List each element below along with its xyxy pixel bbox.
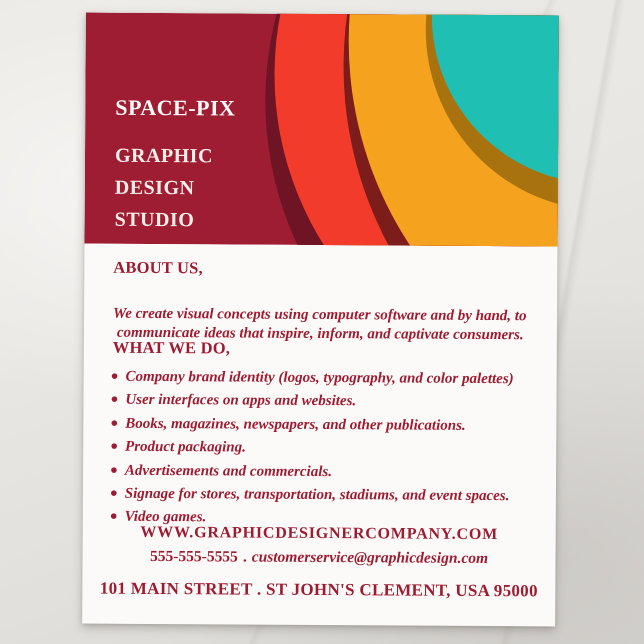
about-line-2: communicate ideas that inspire, inform, and captivate consumers.	[116, 324, 524, 343]
bullet-icon: ●	[109, 484, 118, 500]
subtitle-line-studio: STUDIO	[114, 208, 195, 232]
service-text: User interfaces on apps and websites.	[125, 392, 357, 410]
service-text: Signage for stores, transportation, stadiums, and event spaces.	[124, 485, 510, 505]
footer-address: 101 MAIN STREET . ST JOHN'S CLEMENT, USA 95000	[99, 578, 538, 601]
footer-website: WWW.GRAPHICDESIGNERCOMPANY.COM	[140, 523, 499, 544]
list-item	[110, 482, 550, 508]
service-text: Product packaging.	[125, 439, 246, 456]
bullet-icon: ●	[110, 437, 119, 453]
brand-title: SPACE-PIX	[115, 94, 236, 121]
flyer-header	[84, 13, 558, 247]
footer-separator: .	[242, 548, 247, 566]
subtitle-line-graphic: GRAPHIC	[114, 144, 214, 168]
bullet-icon: ●	[109, 508, 118, 524]
list-item	[110, 435, 550, 461]
service-text: Advertisements and commercials.	[124, 462, 333, 480]
brand-subtitle	[115, 140, 214, 237]
service-text: Video games.	[124, 509, 207, 526]
flyer	[82, 13, 559, 627]
about-heading: ABOUT US,	[113, 257, 203, 278]
list-item	[110, 458, 550, 484]
bullet-icon: ●	[110, 461, 118, 477]
footer-contact-line	[82, 548, 555, 569]
about-line-1: We create visual concepts using computer software and by hand, to	[112, 305, 527, 325]
list-item	[111, 365, 551, 391]
bullet-icon: ●	[110, 414, 119, 430]
footer-phone: 555-555-5555	[149, 547, 238, 566]
services-heading: WHAT WE DO,	[112, 337, 231, 358]
list-item	[110, 412, 550, 438]
bullet-icon: ●	[110, 367, 119, 383]
bullet-icon: ●	[110, 391, 119, 407]
list-item	[110, 388, 550, 414]
subtitle-line-design: DESIGN	[114, 176, 195, 200]
service-text: Company brand identity (logos, typography, and color palettes)	[125, 368, 514, 388]
footer-email: customerservice@graphicdesign.com	[251, 548, 489, 568]
service-text: Books, magazines, newspapers, and other publications.	[125, 415, 466, 434]
services-list	[110, 365, 551, 532]
